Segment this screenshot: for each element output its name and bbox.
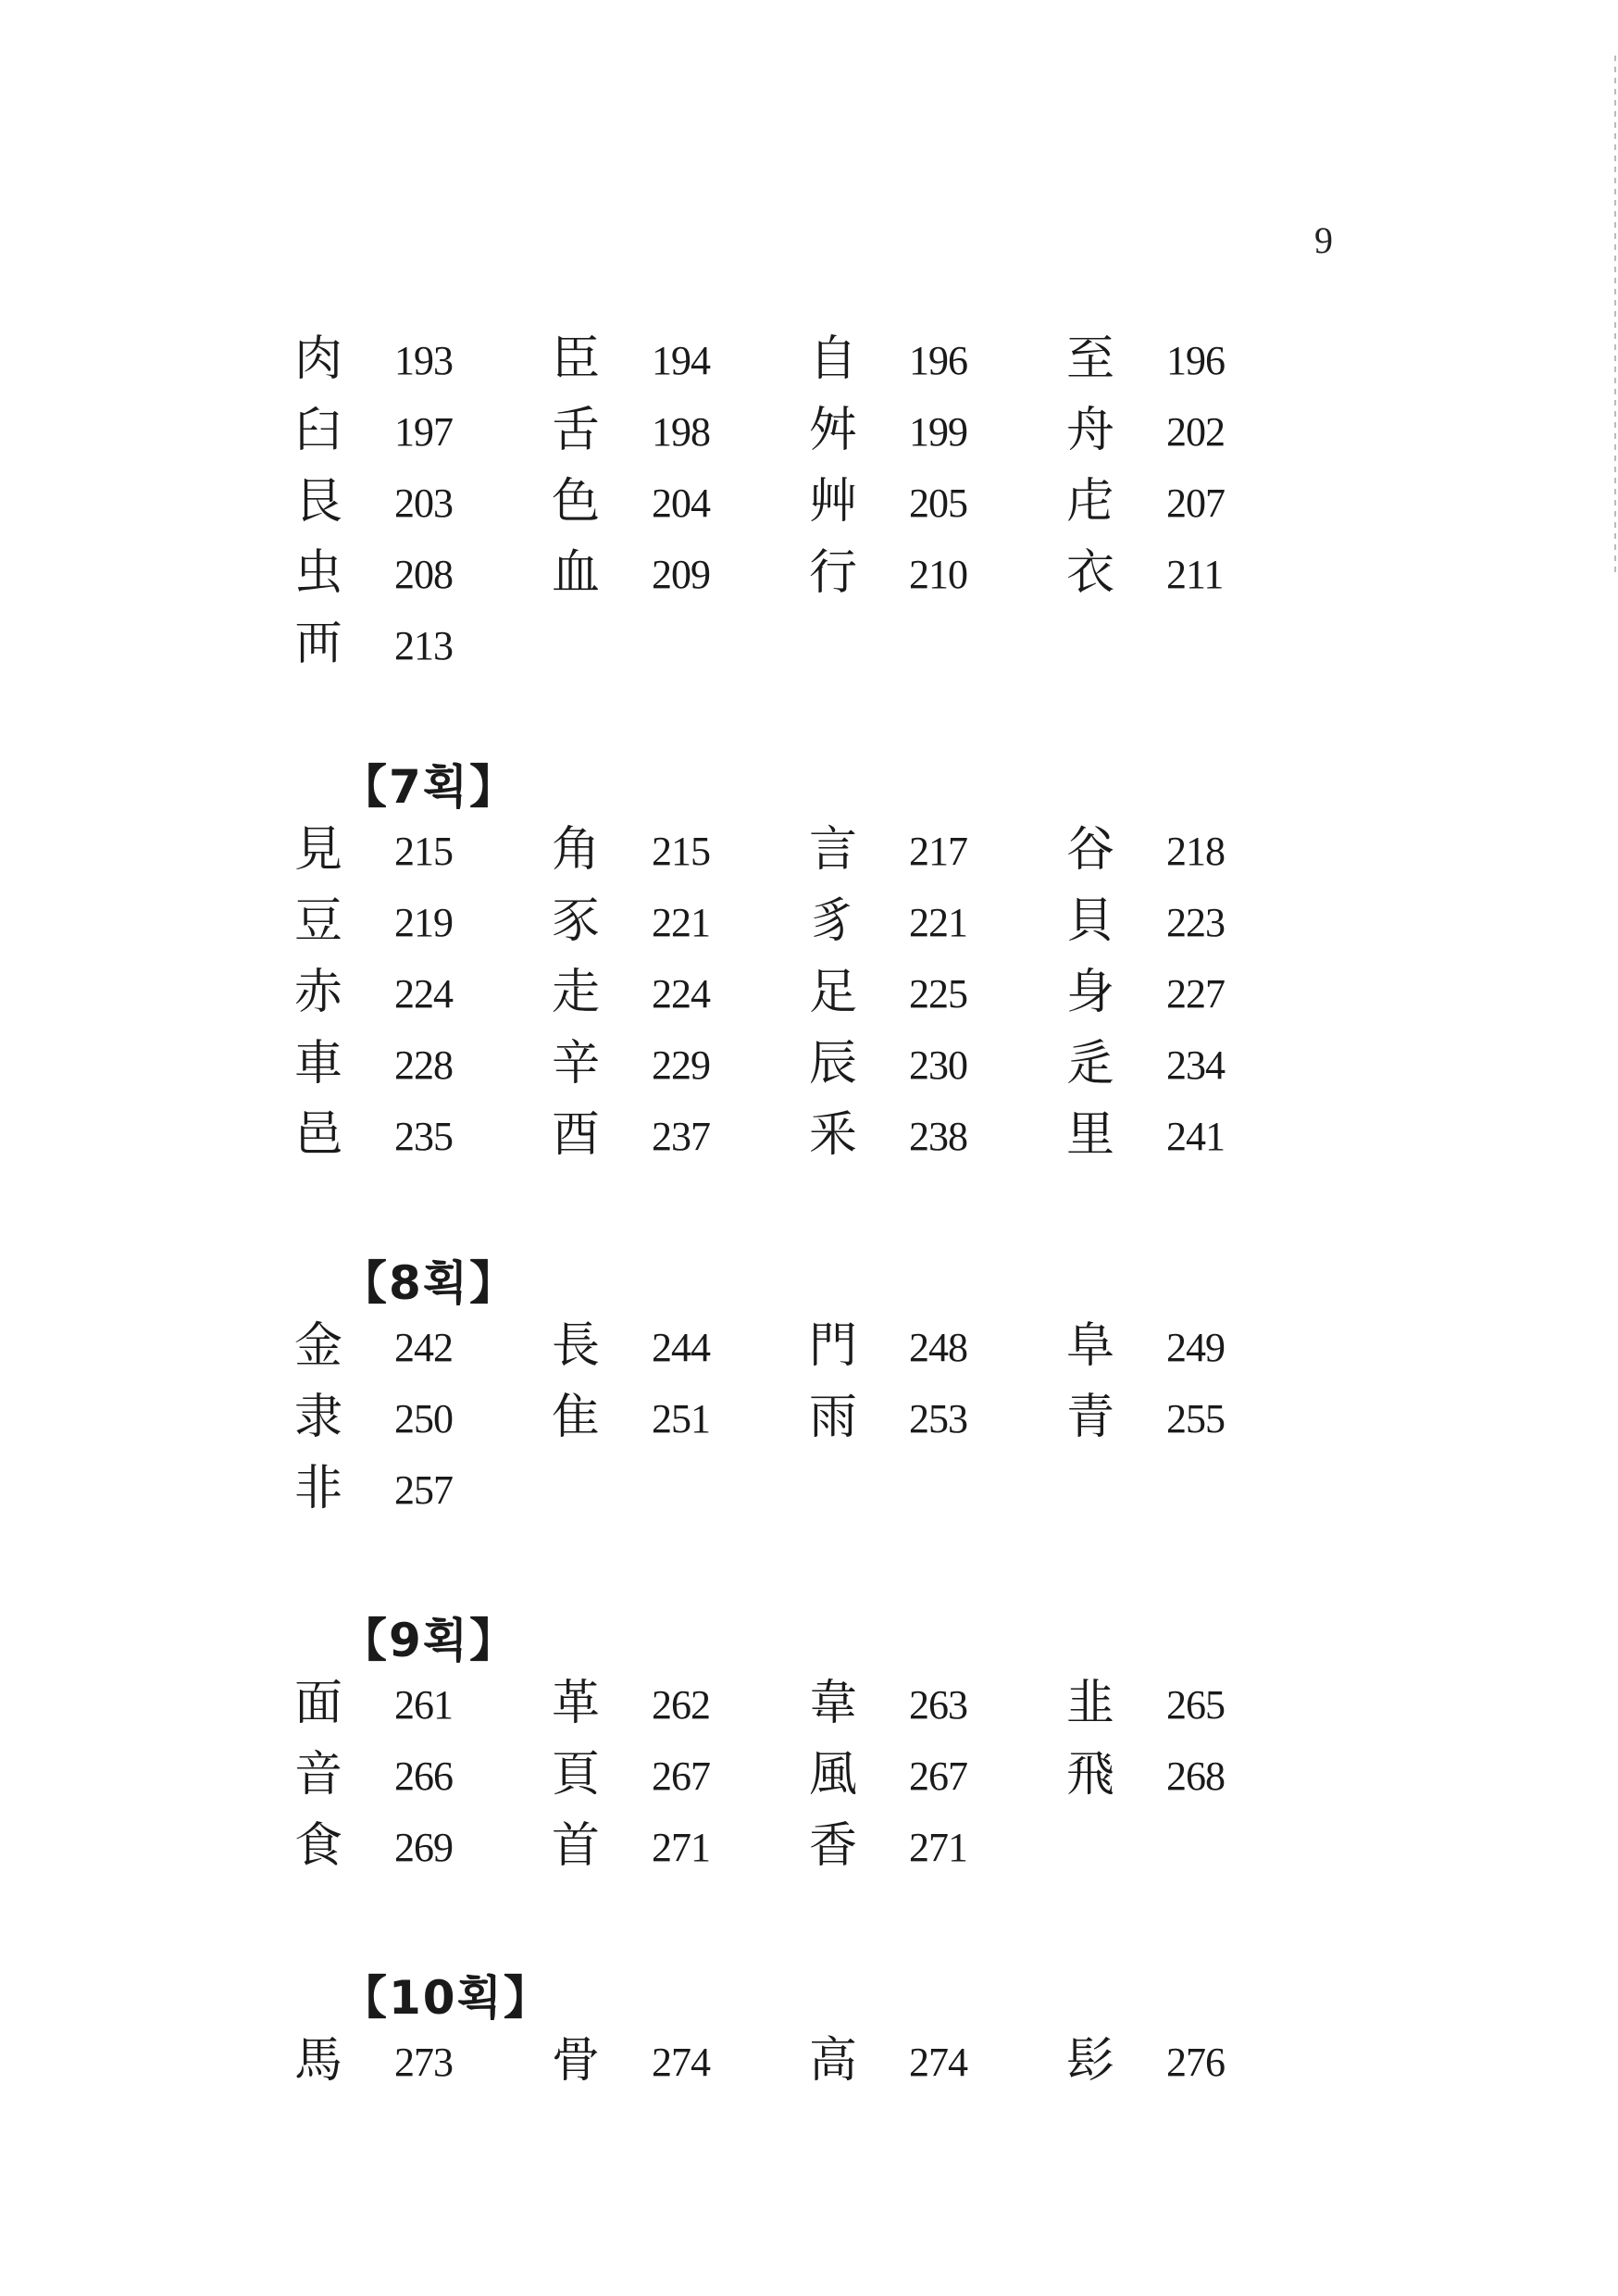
radical-entry [294, 395, 554, 466]
radical-character: 虍 [1066, 474, 1115, 530]
radical-entry [1066, 538, 1326, 608]
radical-page-number: 207 [1166, 480, 1225, 526]
radical-page-number: 205 [909, 480, 967, 526]
radical-entry [809, 1740, 1068, 1810]
radical-character: 貝 [1066, 893, 1115, 949]
radical-page-number: 198 [652, 409, 710, 455]
radical-page-number: 215 [394, 829, 453, 874]
radical-page-number: 241 [1166, 1114, 1225, 1159]
radical-character: 隹 [552, 1390, 601, 1445]
radical-entry [552, 1311, 811, 1381]
radical-entry [809, 1029, 1068, 1099]
radical-page-number: 211 [1166, 552, 1224, 597]
radical-page-number: 199 [909, 409, 967, 455]
radical-entry [552, 538, 811, 608]
radical-character: 臼 [294, 403, 343, 458]
radical-entry [809, 957, 1068, 1028]
radical-page-number: 224 [394, 971, 453, 1017]
radical-character: 艸 [809, 474, 858, 530]
radical-character: 首 [552, 1818, 601, 1874]
page-number: 9 [1314, 219, 1333, 261]
radical-page-number: 204 [652, 480, 710, 526]
radical-page-number: 267 [909, 1753, 967, 1799]
radical-page-number: 209 [652, 552, 710, 597]
radical-page-number: 255 [1166, 1396, 1225, 1441]
radical-page-number: 203 [394, 480, 453, 526]
radical-entry [294, 1454, 554, 1524]
radical-page-number: 269 [394, 1825, 453, 1870]
section-6-strokes [294, 324, 1313, 680]
section-heading: 【8획】 [341, 1256, 518, 1310]
radical-character: 高 [809, 2033, 858, 2089]
radical-entry [809, 538, 1068, 608]
radical-character: 舟 [1066, 403, 1115, 458]
radical-grid [294, 324, 1313, 680]
radical-character: 面 [294, 1676, 343, 1731]
radical-character: 韋 [809, 1676, 858, 1731]
radical-page-number: 221 [909, 900, 967, 945]
radical-character: 角 [552, 822, 601, 878]
radical-character: 臣 [552, 331, 601, 387]
radical-character: 韭 [1066, 1676, 1115, 1731]
radical-character: 辵 [1066, 1036, 1115, 1092]
radical-character: 馬 [294, 2033, 343, 2089]
radical-character: 里 [1066, 1107, 1115, 1163]
radical-page-number: 202 [1166, 409, 1225, 455]
radical-page-number: 253 [909, 1396, 967, 1441]
radical-character: 見 [294, 822, 343, 878]
radical-character: 阜 [1066, 1318, 1115, 1374]
radical-character: 食 [294, 1818, 343, 1874]
radical-entry [294, 1382, 554, 1453]
radical-page-number: 268 [1166, 1753, 1225, 1799]
radical-character: 行 [809, 545, 858, 601]
radical-character: 車 [294, 1036, 343, 1092]
radical-page-number: 219 [394, 900, 453, 945]
radical-entry [294, 609, 554, 680]
radical-character: 襾 [294, 617, 343, 672]
radical-character: 金 [294, 1318, 343, 1374]
radical-character: 肉 [294, 331, 343, 387]
radical-entry [552, 1668, 811, 1739]
radical-page-number: 227 [1166, 971, 1225, 1017]
radical-entry [1066, 467, 1326, 537]
radical-character: 言 [809, 822, 858, 878]
radical-entry [552, 815, 811, 885]
section-9-strokes [294, 1603, 1313, 1882]
radical-character: 艮 [294, 474, 343, 530]
radical-entry [1066, 2026, 1326, 2096]
radical-page-number: 276 [1166, 2040, 1225, 2085]
radical-entry [552, 957, 811, 1028]
radical-page-number: 262 [652, 1682, 710, 1728]
radical-character: 色 [552, 474, 601, 530]
radical-entry [809, 1100, 1068, 1170]
radical-entry [1066, 815, 1326, 885]
radical-entry [552, 1740, 811, 1810]
radical-page-number: 249 [1166, 1325, 1225, 1370]
radical-page-number: 237 [652, 1114, 710, 1159]
radical-entry [809, 395, 1068, 466]
radical-page-number: 265 [1166, 1682, 1225, 1728]
radical-entry [809, 815, 1068, 885]
radical-entry [1066, 886, 1326, 956]
radical-entry [294, 957, 554, 1028]
radical-page-number: 257 [394, 1467, 453, 1513]
radical-entry [1066, 1382, 1326, 1453]
radical-page-number: 266 [394, 1753, 453, 1799]
radical-page-number: 273 [394, 2040, 453, 2085]
radical-entry [294, 467, 554, 537]
radical-entry [552, 1811, 811, 1881]
radical-entry [1066, 957, 1326, 1028]
radical-entry [809, 1311, 1068, 1381]
radical-character: 音 [294, 1747, 343, 1803]
radical-entry [1066, 1740, 1326, 1810]
radical-character: 髟 [1066, 2033, 1115, 2089]
radical-character: 舛 [809, 403, 858, 458]
radical-grid [294, 1668, 1313, 1882]
radical-entry [809, 324, 1068, 394]
radical-entry [1066, 1668, 1326, 1739]
radical-character: 足 [809, 965, 858, 1020]
radical-entry [552, 1029, 811, 1099]
radical-page-number: 271 [652, 1825, 710, 1870]
radical-page-number: 274 [909, 2040, 967, 2085]
radical-page-number: 242 [394, 1325, 453, 1370]
radical-entry [294, 1668, 554, 1739]
radical-character: 革 [552, 1676, 601, 1731]
radical-character: 邑 [294, 1107, 343, 1163]
radical-page-number: 228 [394, 1042, 453, 1088]
radical-character: 門 [809, 1318, 858, 1374]
radical-entry [552, 467, 811, 537]
radical-entry [809, 1811, 1068, 1881]
radical-entry [1066, 324, 1326, 394]
radical-entry [294, 1740, 554, 1810]
radical-page-number: 215 [652, 829, 710, 874]
radical-entry [809, 1382, 1068, 1453]
radical-page-number: 251 [652, 1396, 710, 1441]
radical-page-number: 274 [652, 2040, 710, 2085]
section-heading: 【10획】 [341, 1971, 552, 2025]
radical-character: 青 [1066, 1390, 1115, 1445]
radical-entry [552, 1382, 811, 1453]
radical-page-number: 197 [394, 409, 453, 455]
radical-page-number: 196 [909, 338, 967, 383]
radical-page-number: 221 [652, 900, 710, 945]
radical-character: 身 [1066, 965, 1115, 1020]
radical-entry [809, 1668, 1068, 1739]
radical-character: 衣 [1066, 545, 1115, 601]
radical-character: 豆 [294, 893, 343, 949]
radical-page-number: 267 [652, 1753, 710, 1799]
radical-character: 釆 [809, 1107, 858, 1163]
radical-page-number: 234 [1166, 1042, 1225, 1088]
radical-page-number: 225 [909, 971, 967, 1017]
radical-grid [294, 815, 1313, 1171]
radical-page-number: 230 [909, 1042, 967, 1088]
radical-character: 酉 [552, 1107, 601, 1163]
section-heading: 【9획】 [341, 1614, 518, 1667]
radical-page-number: 194 [652, 338, 710, 383]
radical-entry [294, 815, 554, 885]
radical-entry [552, 324, 811, 394]
radical-page-number: 217 [909, 829, 967, 874]
radical-entry [1066, 395, 1326, 466]
radical-entry [809, 2026, 1068, 2096]
radical-character: 骨 [552, 2033, 601, 2089]
radical-character: 谷 [1066, 822, 1115, 878]
section-7-strokes [294, 750, 1313, 1171]
radical-entry [294, 1100, 554, 1170]
radical-page-number: 218 [1166, 829, 1225, 874]
radical-entry [294, 886, 554, 956]
radical-entry [294, 1811, 554, 1881]
radical-character: 虫 [294, 545, 343, 601]
scan-edge-mark [1614, 56, 1616, 574]
radical-entry [552, 2026, 811, 2096]
radical-entry [294, 538, 554, 608]
radical-page-number: 223 [1166, 900, 1225, 945]
radical-entry [294, 1311, 554, 1381]
radical-page-number: 210 [909, 552, 967, 597]
radical-character: 雨 [809, 1390, 858, 1445]
radical-character: 辛 [552, 1036, 601, 1092]
radical-entry [552, 395, 811, 466]
radical-page-number: 263 [909, 1682, 967, 1728]
radical-character: 走 [552, 965, 601, 1020]
radical-page-number: 193 [394, 338, 453, 383]
radical-page-number: 271 [909, 1825, 967, 1870]
radical-entry [1066, 1029, 1326, 1099]
radical-page-number: 213 [394, 623, 453, 668]
radical-character: 非 [294, 1461, 343, 1516]
radical-character: 豸 [809, 893, 858, 949]
radical-character: 風 [809, 1747, 858, 1803]
radical-page-number: 235 [394, 1114, 453, 1159]
radical-grid [294, 1311, 1313, 1525]
radical-character: 赤 [294, 965, 343, 1020]
radical-grid [294, 2026, 1313, 2097]
radical-character: 長 [552, 1318, 601, 1374]
radical-page-number: 208 [394, 552, 453, 597]
radical-character: 飛 [1066, 1747, 1115, 1803]
radical-entry [1066, 1311, 1326, 1381]
radical-entry [1066, 1100, 1326, 1170]
section-8-strokes [294, 1246, 1313, 1525]
radical-entry [809, 886, 1068, 956]
radical-page-number: 244 [652, 1325, 710, 1370]
radical-character: 辰 [809, 1036, 858, 1092]
radical-page-number: 224 [652, 971, 710, 1017]
radical-character: 舌 [552, 403, 601, 458]
section-heading: 【7획】 [341, 760, 518, 814]
radical-page-number: 196 [1166, 338, 1225, 383]
radical-character: 香 [809, 1818, 858, 1874]
radical-character: 隶 [294, 1390, 343, 1445]
radical-page-number: 250 [394, 1396, 453, 1441]
radical-character: 至 [1066, 331, 1115, 387]
section-10-strokes [294, 1961, 1313, 2097]
radical-entry [294, 2026, 554, 2096]
radical-page-number: 261 [394, 1682, 453, 1728]
radical-page-number: 248 [909, 1325, 967, 1370]
radical-entry [294, 1029, 554, 1099]
radical-character: 豕 [552, 893, 601, 949]
radical-entry [552, 886, 811, 956]
radical-entry [294, 324, 554, 394]
radical-page-number: 238 [909, 1114, 967, 1159]
radical-page-number: 229 [652, 1042, 710, 1088]
radical-entry [552, 1100, 811, 1170]
radical-character: 血 [552, 545, 601, 601]
radical-character: 自 [809, 331, 858, 387]
radical-character: 頁 [552, 1747, 601, 1803]
radical-entry [809, 467, 1068, 537]
